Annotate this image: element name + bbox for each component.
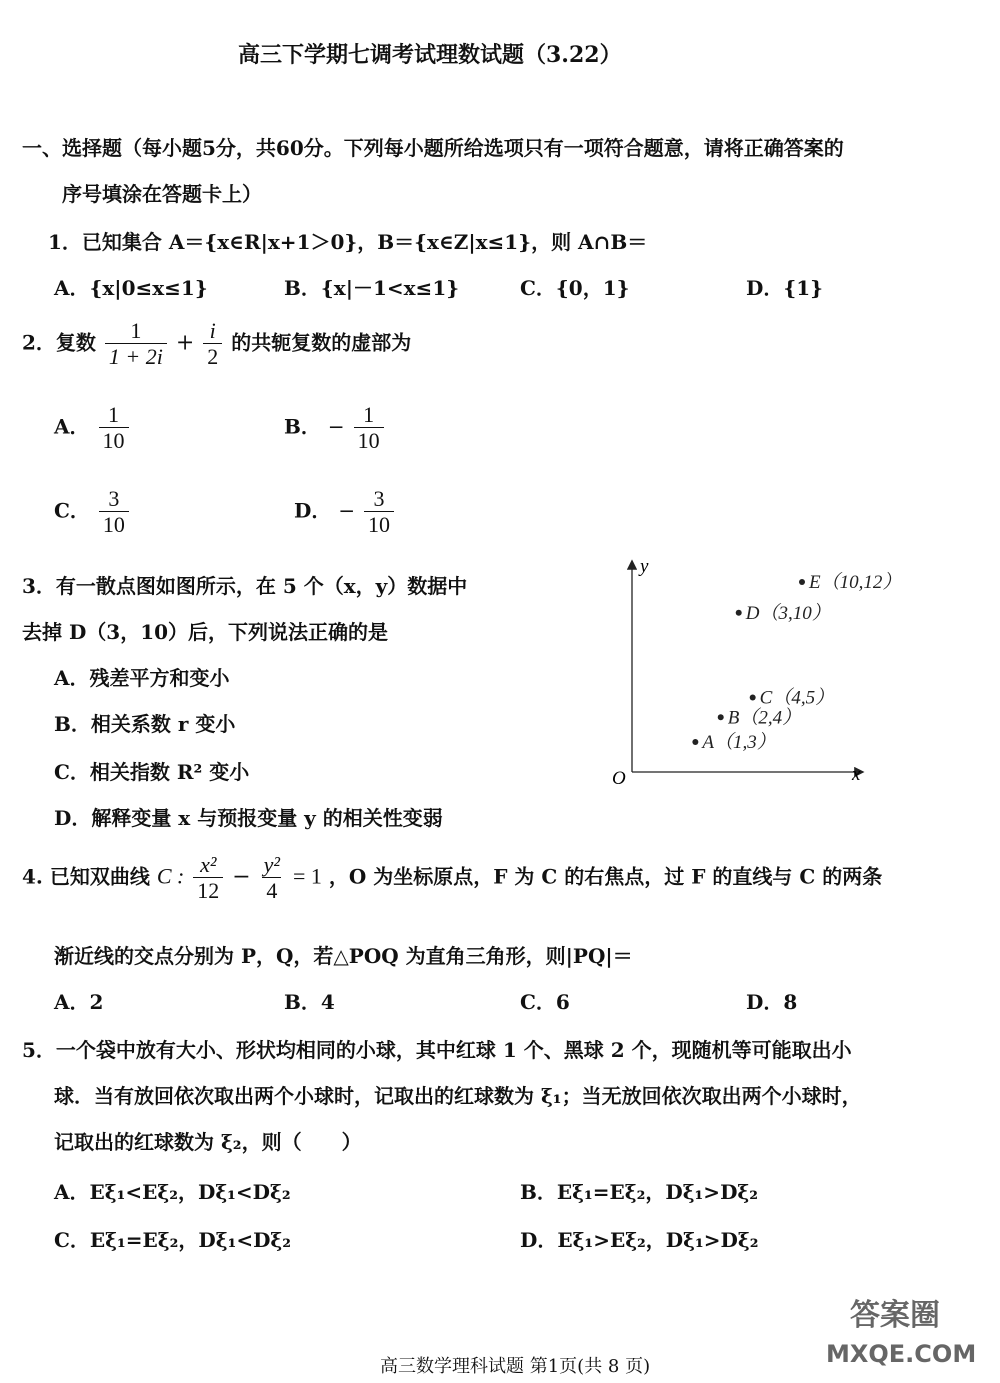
scatter-point bbox=[799, 579, 805, 585]
watermark-url: MXQE.COM bbox=[826, 1340, 977, 1368]
question-5-option-b: B．Eξ₁=Eξ₂，Dξ₁>Dξ₂ bbox=[520, 1180, 759, 1204]
question-5-line1: 5．一个袋中放有大小、形状均相同的小球，其中红球 1 个、黑球 2 个，现随机等可能取出小 bbox=[22, 1038, 852, 1062]
page-title: 高三下学期七调考试理数试题（3.22） bbox=[238, 42, 622, 68]
question-3-line1: 3．有一散点图如图所示，在 5 个（x，y）数据中 bbox=[22, 574, 468, 598]
question-2-stem: 2．复数 $\frac{1}{1 + 2i}$ + $\frac{i}{2}$ 的共轭复数的虚部为 bbox=[22, 318, 412, 370]
scatter-point-label: A（1,3） bbox=[702, 732, 776, 753]
question-5-option-c: C．Eξ₁=Eξ₂，Dξ₁<Dξ₂ bbox=[54, 1228, 292, 1252]
y-axis-label: y bbox=[640, 556, 649, 577]
question-1-option-a: A．{x|0≤x≤1} bbox=[54, 276, 208, 300]
question-1-option-c: C．{0，1} bbox=[520, 276, 630, 300]
question-5-line3: 记取出的红球数为 ξ₂，则（ ） bbox=[54, 1130, 362, 1154]
scatter-point bbox=[718, 714, 724, 720]
scatter-point-label: B（2,4） bbox=[727, 707, 802, 729]
question-2-option-b: B． − $\frac{1}{10}$ bbox=[284, 402, 386, 454]
scatter-point-label: C（4,5） bbox=[759, 687, 835, 709]
question-1-option-b: B．{x|－1<x≤1} bbox=[284, 276, 460, 300]
question-4-option-d: D．8 bbox=[746, 990, 798, 1014]
scatter-point bbox=[692, 739, 698, 745]
question-1-option-d: D．{1} bbox=[746, 276, 823, 300]
question-4-prefix: 4. 已知双曲线 bbox=[22, 864, 150, 889]
question-4-option-b: B．4 bbox=[284, 990, 335, 1014]
scatter-point bbox=[750, 694, 756, 700]
section-heading-line1: 一、选择题（每小题5分，共60分。下列每小题所给选项只有一项符合题意，请将正确答案的 bbox=[22, 136, 844, 160]
scatter-point bbox=[736, 610, 742, 616]
question-5-line2: 球．当有放回依次取出两个小球时，记取出的红球数为 ξ₁；当无放回依次取出两个小球时， bbox=[54, 1084, 862, 1108]
question-3-option-d: D．解释变量 x 与预报变量 y 的相关性变弱 bbox=[54, 806, 443, 830]
question-4-line2: 渐近线的交点分别为 P，Q，若△POQ 为直角三角形，则|PQ|＝ bbox=[54, 944, 633, 968]
question-4-option-c: C．6 bbox=[520, 990, 570, 1014]
question-2-option-d: D． − $\frac{3}{10}$ bbox=[294, 486, 396, 538]
question-3-option-a: A．残差平方和变小 bbox=[54, 666, 230, 690]
scatter-plot bbox=[600, 548, 902, 798]
section-heading-line2: 序号填涂在答题卡上） bbox=[62, 182, 262, 206]
question-4-stem: 4. 已知双曲线 C : $\frac{\text{x²}}{12}$ − $\frac{\text{y²}}{4}$ = 1 ，O 为坐标原点，F 为 C 的右焦点，过 F 的直线与 C 的两条 bbox=[22, 852, 883, 904]
page-footer: 高三数学理科试题 第1页(共 8 页) bbox=[380, 1356, 651, 1377]
question-3-line2: 去掉 D（3，10）后，下列说法正确的是 bbox=[22, 620, 389, 644]
question-5-option-d: D．Eξ₁>Eξ₂，Dξ₁>Dξ₂ bbox=[520, 1228, 759, 1252]
question-1-stem: 1．已知集合 A＝{x∈R|x+1＞0}，B＝{x∈Z|x≤1}，则 A∩B＝ bbox=[48, 230, 648, 254]
question-4-suffix: ，O 为坐标原点，F 为 C 的右焦点，过 F 的直线与 C 的两条 bbox=[328, 864, 883, 889]
question-4-option-a: A．2 bbox=[54, 990, 104, 1014]
fraction: $\frac{1}{1 + 2i}$ bbox=[105, 318, 167, 370]
scatter-points bbox=[692, 571, 901, 753]
scatter-point-label: D（3,10） bbox=[745, 602, 831, 624]
question-2-prefix: 2．复数 bbox=[22, 330, 96, 355]
origin-label: O bbox=[612, 768, 626, 789]
fraction: $\frac{i}{2}$ bbox=[203, 318, 222, 370]
question-2-suffix: 的共轭复数的虚部为 bbox=[231, 330, 412, 355]
watermark-logo: 答案圈 bbox=[850, 1298, 940, 1333]
question-3-option-b: B．相关系数 r 变小 bbox=[54, 712, 236, 736]
scatter-point-label: E（10,12） bbox=[809, 572, 902, 593]
x-axis-label: x bbox=[852, 764, 861, 785]
question-5-option-a: A．Eξ₁<Eξ₂，Dξ₁<Dξ₂ bbox=[54, 1180, 291, 1204]
question-2-option-a: A． $\frac{1}{10}$ bbox=[54, 402, 131, 454]
question-3-option-c: C．相关指数 R² 变小 bbox=[54, 760, 250, 784]
question-2-option-c: C． $\frac{3}{10}$ bbox=[54, 486, 131, 538]
